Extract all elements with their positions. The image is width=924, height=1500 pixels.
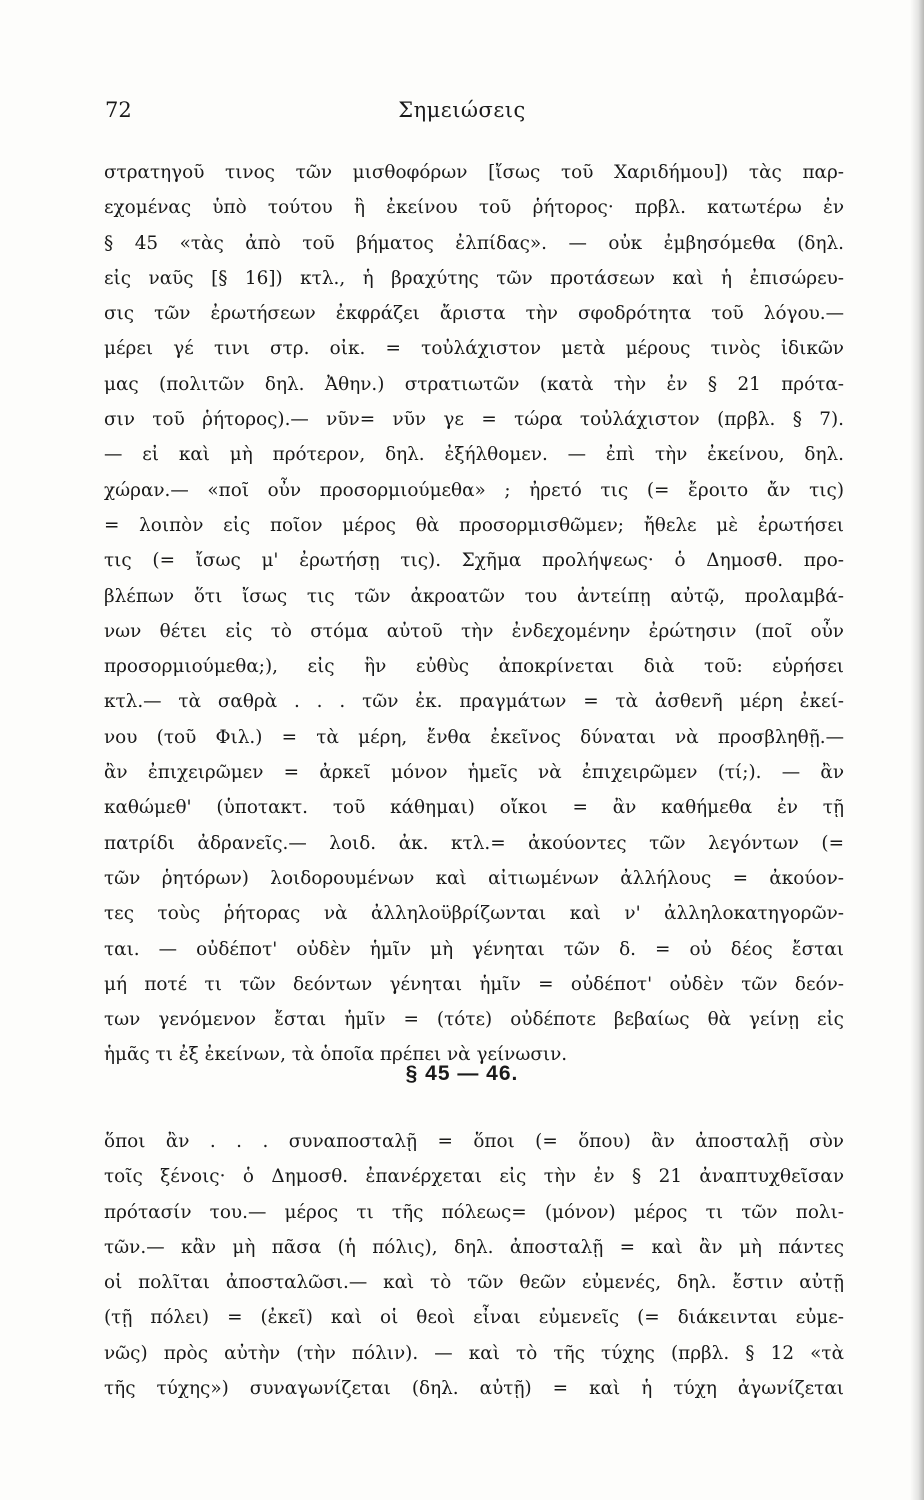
text-line: τῆς τύχης») συναγωνίζεται (δηλ. αὐτῇ) = καὶ ἡ τύχη ἀγωνίζεται [104,1378,844,1400]
text-line: ται. — οὐδέποτ' οὐδὲν ἡμῖν μὴ γένηται τῶν δ. = οὐ δέος ἔσται [104,938,844,960]
text-line: στρατηγοῦ τινος τῶν μισθοφόρων [ἴσως τοῦ Χαριδήμου]) τὰς παρ- [104,162,844,183]
text-line: = λοιπὸν εἰς ποῖον μέρος θὰ προσορμισθῶμεν; ἤθελε μὲ ἐρωτήσει [104,514,844,536]
text-line: εἰς ναῦς [§ 16]) κτλ., ἡ βραχύτης τῶν προτάσεων καὶ ἡ ἐπισώρευ- [104,267,844,289]
text-line: των γενόμενον ἔσται ἡμῖν = (τότε) οὐδέποτε βεβαίως θὰ γείνῃ εἰς [104,1009,844,1031]
text-line: — εἰ καὶ μὴ πρότερον, δηλ. ἐξήλθομεν. — ἐπὶ τὴν ἐκείνου, δηλ. [104,444,844,466]
text-line: πρότασίν του.— μέρος τι τῆς πόλεως= (μόνον) μέρος τι τῶν πολι- [104,1201,844,1223]
text-line: τες τοὺς ῥήτορας νὰ ἀλληλοϋβρίζωνται καὶ ν' ἀλληλοκατηγορῶν- [104,903,844,925]
text-line: μέρει γέ τινι στρ. οἰκ. = τοὐλάχιστον μετὰ μέρους τινὸς ἰδικῶν [104,338,844,360]
page-number: 72 [105,98,132,122]
text-line: νῶς) πρὸς αὐτὴν (τὴν πόλιν). — καὶ τὸ τῆς τύχης (πρβλ. § 12 «τὰ [104,1342,844,1364]
text-line: βλέπων ὅτι ἴσως τις τῶν ἀκροατῶν του ἀντείπῃ αὐτῷ, προλαμβά- [104,585,844,607]
text-line: σις τῶν ἐρωτήσεων ἐκφράζει ἄριστα τὴν σφοδρότητα τοῦ λόγου.— [104,303,844,325]
text-line: προσορμιούμεθα;), εἰς ἣν εὐθὺς ἀποκρίνεται διὰ τοῦ: εὑρήσει [104,656,844,678]
text-line: ἡμᾶς τι ἐξ ἐκείνων, τὰ ὁποῖα πρέπει νὰ γείνωσιν. [104,1044,568,1066]
section-body [104,1124,844,1406]
text-line: νου (τοῦ Φιλ.) = τὰ μέρη, ἔνθα ἐκεῖνος δύναται νὰ προσβληθῇ.— [104,726,844,748]
text-line: τις (= ἴσως μ' ἐρωτήσῃ τις). Σχῆμα προλήψεως· ὁ Δημοσθ. προ- [104,550,844,572]
section-heading: § 45 — 46. [405,1062,519,1085]
text-line: (τῇ πόλει) = (ἐκεῖ) καὶ οἱ θεοὶ εἶναι εὐμενεῖς (= διάκεινται εὐμε- [104,1307,844,1329]
running-title: Σημειώσεις [398,98,526,122]
text-line: ἂν ἐπιχειρῶμεν = ἀρκεῖ μόνον ἡμεῖς νὰ ἐπιχειρῶμεν (τί;). — ἂν [104,762,844,784]
text-line: μή ποτέ τι τῶν δεόντων γένηται ἡμῖν = οὐδέποτ' οὐδὲν τῶν δεόν- [104,973,844,995]
text-line: μας (πολιτῶν δηλ. Ἀθην.) στρατιωτῶν (κατὰ τὴν ἐν § 21 πρότα- [104,373,844,395]
text-line: πατρίδι ἀδρανεῖς.— λοιδ. ἀκ. κτλ.= ἀκούοντες τῶν λεγόντων (= [104,832,844,854]
text-line: οἱ πολῖται ἀποσταλῶσι.— καὶ τὸ τῶν θεῶν εὐμενές, δηλ. ἔστιν αὐτῇ [104,1272,844,1294]
text-line: καθώμεθ' (ὑποτακτ. τοῦ κάθημαι) οἴκοι = ἂν καθήμεθα ἐν τῇ [104,797,844,819]
text-line: ὅποι ἂν . . . συναποσταλῇ = ὅποι (= ὅπου) ἂν ἀποσταλῇ σὺν [104,1131,844,1152]
text-line: εχομένας ὑπὸ τούτου ἢ ἐκείνου τοῦ ῥήτορος· πρβλ. κατωτέρω ἐν [104,197,844,219]
notes-body [104,155,844,1073]
text-line: νων θέτει εἰς τὸ στόμα αὐτοῦ τὴν ἐνδεχομένην ἐρώτησιν (ποῖ οὖν [104,620,844,642]
text-line: χώραν.— «ποῖ οὖν προσορμιούμεθα» ; ἠρετό τις (= ἔροιτο ἄν τις) [104,479,844,501]
text-line: σιν τοῦ ῥήτορος).— νῦν= νῦν γε = τώρα τοὐλάχιστον (πρβλ. § 7). [104,409,844,431]
text-line: τῶν ῥητόρων) λοιδορουμένων καὶ αἰτιωμένων ἀλλήλους = ἀκούον- [104,867,844,889]
text-line: τοῖς ξένοις· ὁ Δημοσθ. ἐπανέρχεται εἰς τὴν ἐν § 21 ἀναπτυχθεῖσαν [104,1166,844,1188]
text-line: § 45 «τὰς ἀπὸ τοῦ βήματος ἐλπίδας». — οὐκ ἐμβησόμεθα (δηλ. [104,232,844,254]
page-edge-shadow [910,0,924,1500]
text-line: τῶν.— κἂν μὴ πᾶσα (ἡ πόλις), δηλ. ἀποσταλῇ = καὶ ἂν μὴ πάντες [104,1236,844,1258]
text-line: κτλ.— τὰ σαθρὰ . . . τῶν ἐκ. πραγμάτων = τὰ ἀσθενῆ μέρη ἐκεί- [104,691,844,713]
